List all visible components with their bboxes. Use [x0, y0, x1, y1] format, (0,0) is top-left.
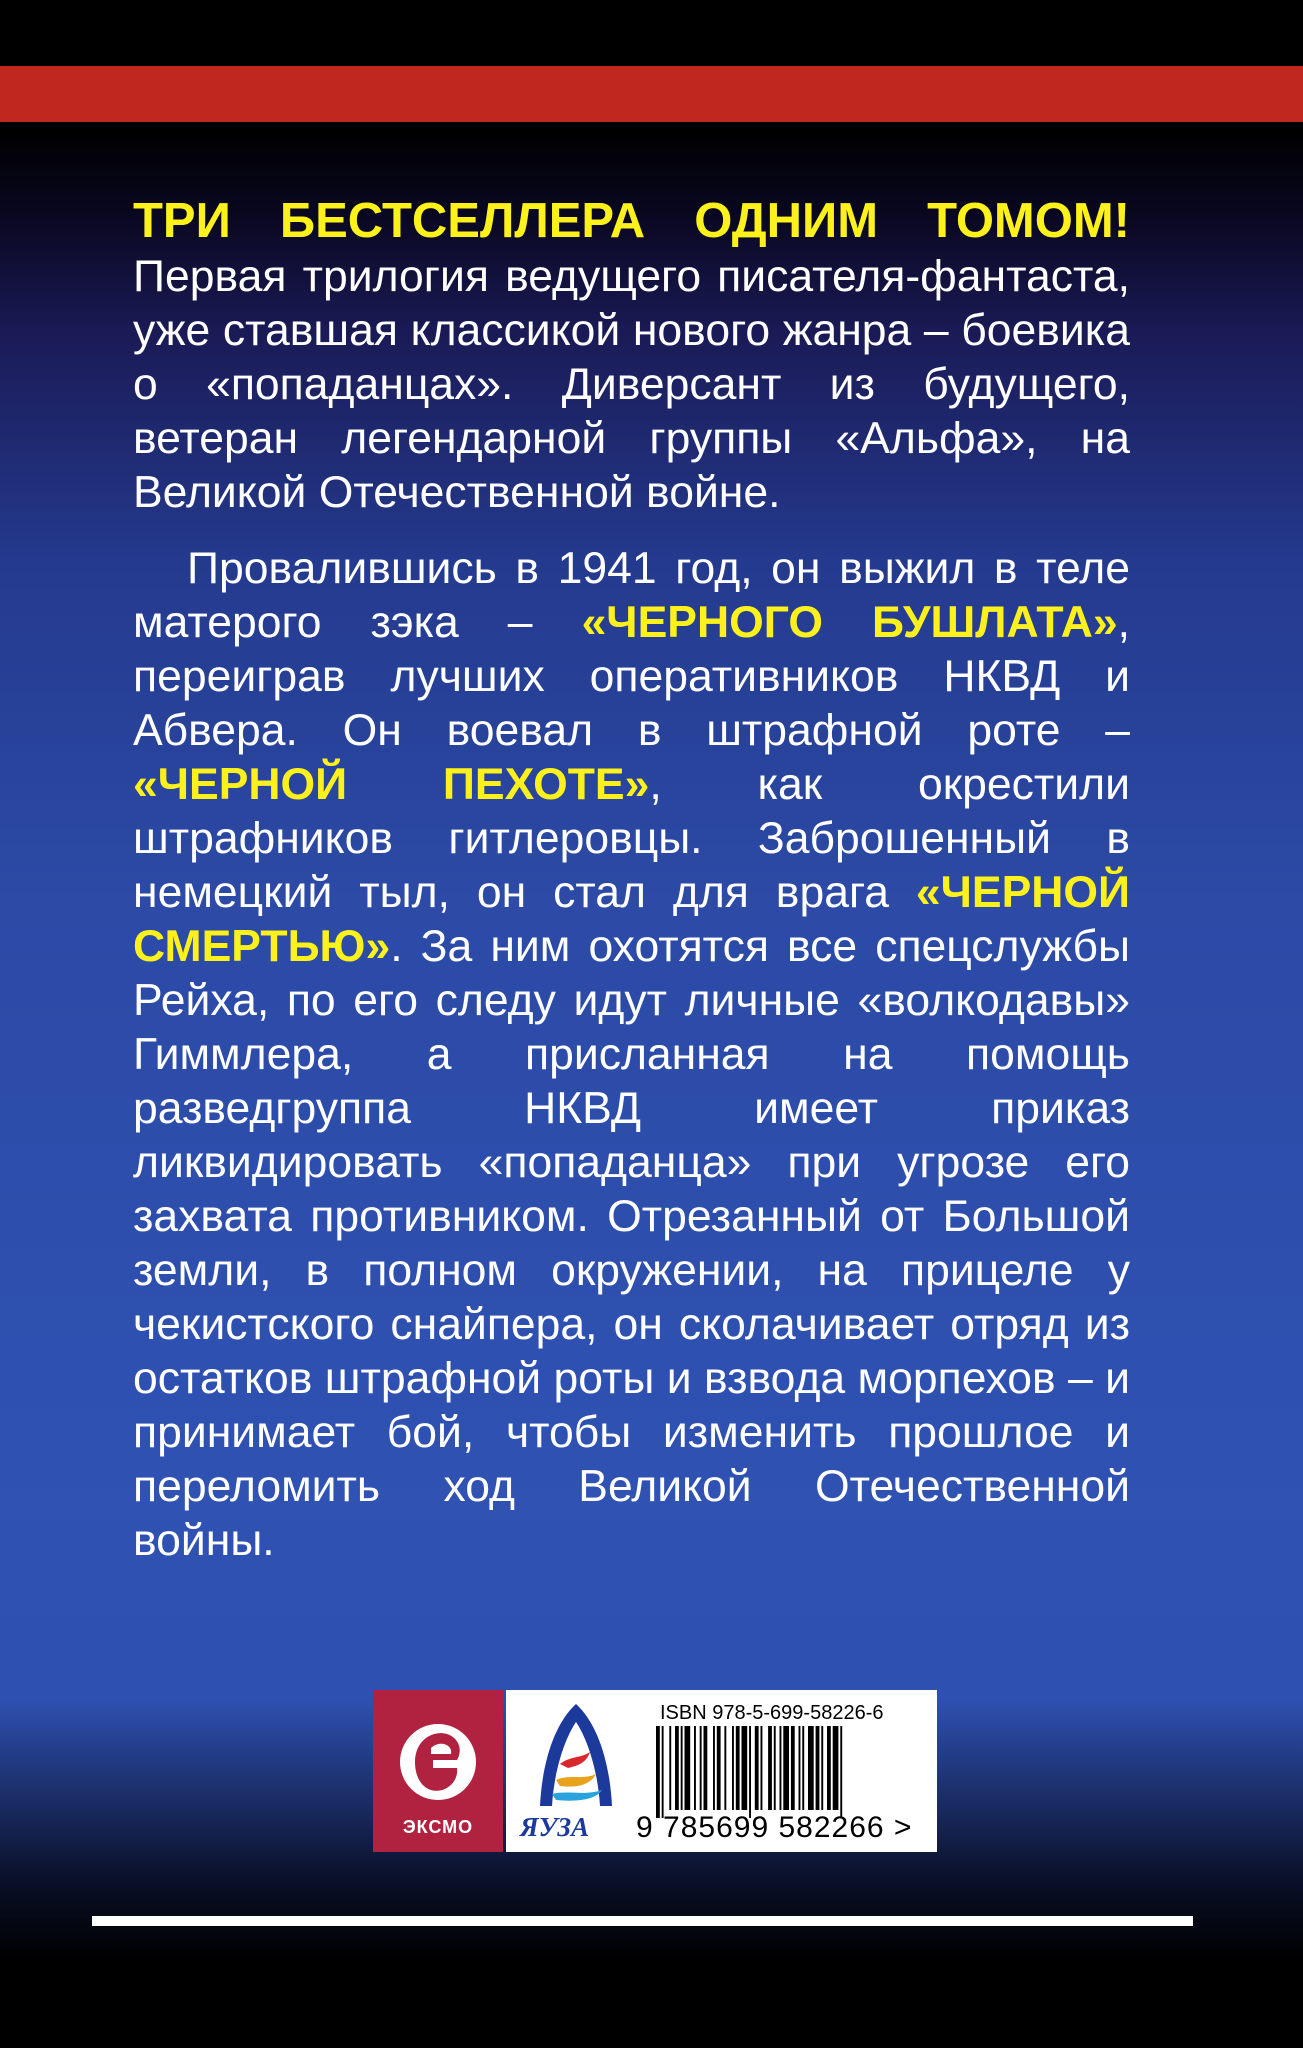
barcode-bar: [717, 1726, 721, 1810]
barcode-bar: [656, 1726, 660, 1818]
barcode-bar: [742, 1726, 748, 1810]
yauza-label: ЯУЗА: [520, 1812, 590, 1842]
barcode-bar: [669, 1726, 671, 1810]
barcode-bar: [791, 1726, 795, 1810]
barcode-bar: [700, 1726, 702, 1810]
barcode-bar: [685, 1726, 691, 1810]
barcode-bar: [713, 1726, 715, 1810]
isbn-number: ISBN 978-5-699-58226-6: [660, 1702, 884, 1724]
top-red-band: [0, 66, 1303, 122]
barcode-bar: [774, 1726, 776, 1810]
barcode-bar: [827, 1726, 831, 1810]
bottom-white-line: [92, 1916, 1193, 1926]
plot-paragraph: [133, 542, 1130, 1568]
barcode-icon: [652, 1726, 922, 1818]
plot-text: , как окрестили штрафников гитлеровцы. Заброшенный в немецкий тыл, он стал для врага: [133, 760, 1130, 917]
barcode-bar: [780, 1726, 782, 1810]
barcode-bar: [833, 1726, 839, 1810]
barcode-bar: [681, 1726, 683, 1810]
eksmo-label: ЭКСМО: [402, 1817, 474, 1837]
barcode-bar: [802, 1726, 804, 1810]
plot-text: , переиграв лучших оперативников НКВД и Абвера. Он воевал в штрафной роте –: [133, 598, 1131, 755]
barcode-bar: [662, 1726, 664, 1818]
highlight-title-3: «ЧЕРНОЙ СМЕРТЬЮ»: [133, 868, 1130, 971]
barcode-bar: [808, 1726, 814, 1810]
intro-paragraph: Первая трилогия ведущего писателя-фантаста, уже ставшая классикой нового жанра – боевика о «попаданцах». Диверсант из будущего, ветеран легендарной группы «Альфа», на Великой Отечественной войне.: [133, 252, 1130, 517]
plot-text: Провалившись в 1941 год, он выжил в теле матерого зэка –: [133, 544, 1130, 647]
barcode-bar: [799, 1726, 801, 1810]
highlight-title-1: «ЧЕРНОГО БУШЛАТА»: [581, 598, 1118, 647]
barcode-bar: [704, 1726, 708, 1810]
barcode-bar: [821, 1726, 823, 1810]
barcode-bar: [724, 1726, 726, 1810]
barcode-bar: [736, 1726, 740, 1810]
highlight-title-2: «ЧЕРНОЙ ПЕХОТЕ»: [133, 760, 650, 809]
barcode-digits: 9 785699 582266 >: [636, 1811, 913, 1844]
barcode-bar: [732, 1726, 734, 1810]
isbn-barcode-panel: [506, 1690, 937, 1852]
barcode-bar: [816, 1726, 820, 1810]
headline: ТРИ БЕСТСЕЛЛЕРА ОДНИМ ТОМОМ!: [133, 194, 1130, 248]
barcode-bar: [783, 1726, 789, 1810]
barcode-bar: [768, 1726, 772, 1810]
barcode-bar: [749, 1726, 751, 1818]
plot-text: . За ним охотятся все спецслужбы Рейха, по его следу идут личные «волкодавы» Гиммлера, а присланная на помощь разведгруппа НКВД имеет приказ ликвидировать «попаданца» при угрозе его захвата противником. Отрезанный от Большой земли, в полном окружении, на прицеле у чекистского снайпера, он сколачивает отряд из остатков штрафной роты и взвода морпехов – и принимает бой, чтобы изменить прошлое и переломить ход Великой Отечественной войны.: [133, 922, 1130, 1565]
eksmo-logo: [373, 1690, 503, 1852]
yauza-logo-icon: [516, 1694, 636, 1814]
barcode-bar: [675, 1726, 679, 1810]
back-cover-text: [133, 192, 1130, 1568]
barcode-bar: [755, 1726, 759, 1810]
barcode-bar: [840, 1726, 842, 1818]
barcode-bar: [694, 1726, 696, 1810]
barcode-bar: [761, 1726, 763, 1810]
